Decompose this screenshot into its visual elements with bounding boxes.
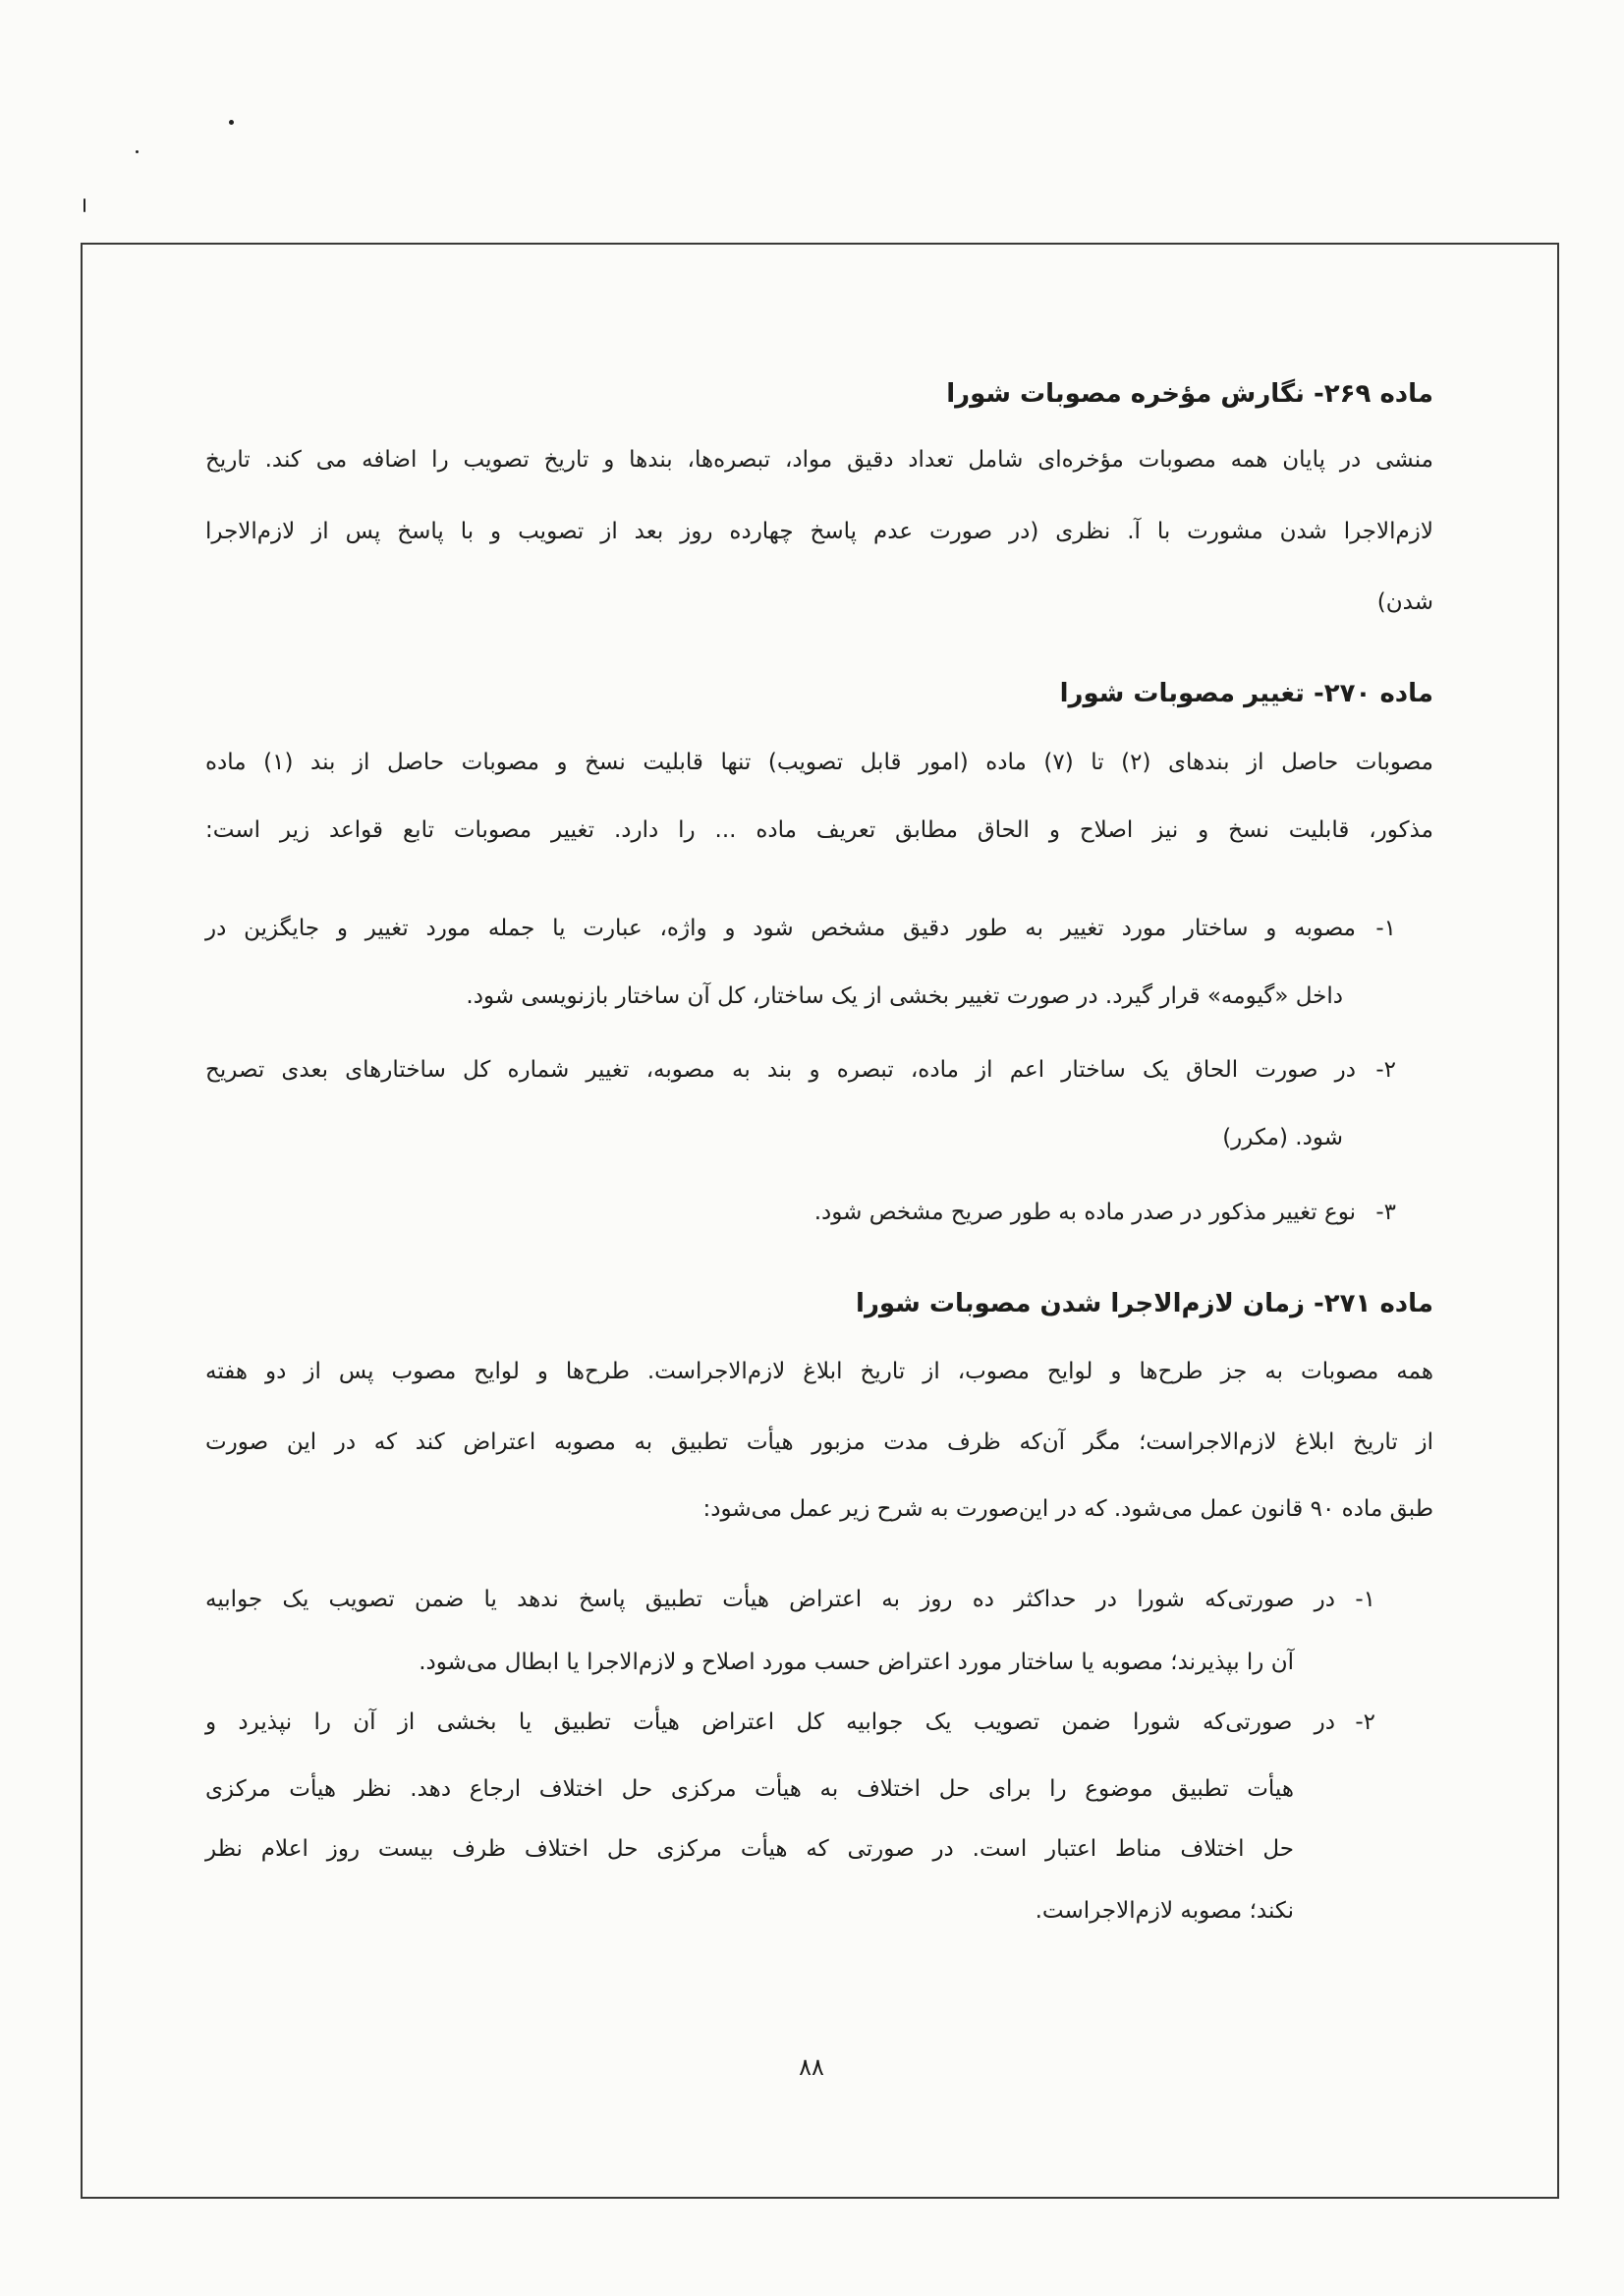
article-269-line: منشی در پایان همه مصوبات مؤخره‌ای شامل تعداد دقیق مواد، تبصره‌ها، بندها و تاریخ تصویب را اضافه می کند. تاریخ xyxy=(205,447,1433,473)
article-271-line: طبق ماده ۹۰ قانون عمل می‌شود. که در این‌صورت به شرح زیر عمل می‌شود: xyxy=(702,1496,1433,1522)
list-item-number: ۳- xyxy=(1375,1200,1396,1225)
article-270-line: مذکور، قابلیت نسخ و نیز اصلاح و الحاق مطابق تعریف ماده ... را دارد. تغییر مصوبات تابع قواعد زیر است: xyxy=(205,817,1433,843)
scan-speck xyxy=(84,198,85,212)
article-269-heading: ماده ۲۶۹- نگارش مؤخره مصوبات شورا xyxy=(946,379,1433,409)
list-item-line: شود. (مکرر) xyxy=(1222,1125,1343,1150)
list-item-line: نوع تغییر مذکور در صدر ماده به طور صریح مشخص شود. xyxy=(813,1200,1356,1225)
list-item-line: داخل «گیومه» قرار گیرد. در صورت تغییر بخشی از یک ساختار، کل آن ساختار بازنویسی شود. xyxy=(466,983,1343,1009)
list-item-number: ۲- xyxy=(1355,1709,1375,1735)
list-item-line: حل اختلاف مناط اعتبار است. در صورتی که هیأت مرکزی حل اختلاف ظرف بیست روز اعلام نظر xyxy=(205,1836,1294,1862)
list-item-line: آن را بپذیرند؛ مصوبه یا ساختار مورد اعتراض حسب مورد اصلاح و لازم‌الاجرا یا ابطال می‌شود. xyxy=(419,1650,1294,1675)
page-number: ۸۸ xyxy=(799,2053,824,2081)
article-271-line: همه مصوبات به جز طرح‌ها و لوایح مصوب، از تاریخ ابلاغ لازم‌الاجراست. طرح‌ها و لوایح مصوب پس از دو هفته xyxy=(205,1359,1433,1384)
article-270-heading: ماده ۲۷۰- تغییر مصوبات شورا xyxy=(1059,679,1433,708)
article-269-line: شدن) xyxy=(1376,589,1433,615)
scan-speck xyxy=(136,150,139,153)
list-item-line: در صورتی‌که شورا در حداکثر ده روز به اعتراض هیأت تطبیق پاسخ ندهد یا ضمن تصویب یک جوابیه xyxy=(205,1587,1335,1612)
article-269-line: لازم‌الاجرا شدن مشورت با آ. نظری (در صورت عدم پاسخ چهارده روز بعد از تصویب و با پاسخ پس از لازم‌الاجرا xyxy=(205,519,1433,544)
list-item-line: در صورتی‌که شورا ضمن تصویب یک جوابیه کل اعتراض هیأت تطبیق یا بخشی از آن را نپذیرد و xyxy=(205,1709,1335,1735)
list-item-line: نکند؛ مصوبه لازم‌الاجراست. xyxy=(1035,1898,1294,1924)
article-271-line: از تاریخ ابلاغ لازم‌الاجراست؛ مگر آن‌که ظرف مدت مزبور هیأت تطبیق به مصوبه اعتراض کند که در این صورت xyxy=(205,1429,1433,1455)
article-271-heading: ماده ۲۷۱- زمان لازم‌الاجرا شدن مصوبات شورا xyxy=(856,1289,1433,1318)
list-item-number: ۲- xyxy=(1375,1057,1396,1083)
scan-speck xyxy=(229,120,234,125)
list-item-line: مصوبه و ساختار مورد تغییر به طور دقیق مشخص شود و واژه، عبارت یا جمله مورد تغییر و جایگزین در xyxy=(205,916,1356,941)
list-item-number: ۱- xyxy=(1375,916,1396,941)
list-item-line: هیأت تطبیق موضوع را برای حل اختلاف به هیأت مرکزی حل اختلاف ارجاع دهد. نظر هیأت مرکزی xyxy=(205,1776,1294,1802)
list-item-line: در صورت الحاق یک ساختار اعم از ماده، تبصره و بند به مصوبه، تغییر شماره کل ساختارهای بعدی تصریح xyxy=(205,1057,1356,1083)
list-item-number: ۱- xyxy=(1355,1587,1375,1612)
article-270-line: مصوبات حاصل از بندهای (۲) تا (۷) ماده (امور قابل تصویب) تنها قابلیت نسخ و مصوبات حاصل از بند (۱) ماده xyxy=(205,750,1434,775)
